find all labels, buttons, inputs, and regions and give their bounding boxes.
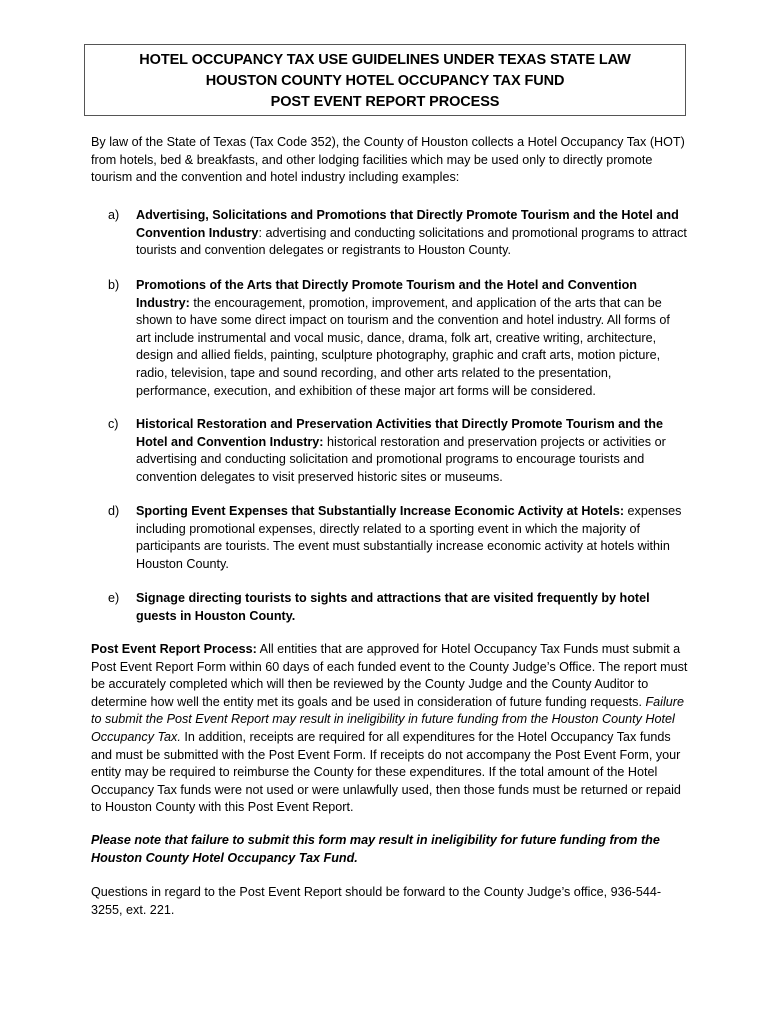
list-marker: e) [108, 591, 120, 605]
list-item-c [108, 416, 688, 486]
note-paragraph: Please note that failure to submit this form may result in ineligibility for future funding from the Houston County Hotel Occupancy Tax Fund. [91, 833, 660, 865]
post-event-text-1: All entities that are approved for Hotel Occupancy Tax Funds must submit a Post Event Report Form within 60 days of each funded event to the County Judge’s Office. The report must be accurately completed which will then be reviewed by the County Judge and the County Auditor to determine how well the entity met its goals and be used in consideration of future funding requests. [91, 642, 688, 709]
item-text: the encouragement, promotion, improvement, and application of the arts that can be shown to have some direct impact on tourism and the convention and hotel industry. All forms of art include instrumental and vocal music, dance, drama, folk art, creative writing, architecture, design and allied fields, painting, sculpture photography, graphic and craft arts, motion picture, radio, television, tape and sound recording, and other arts related to the presentation, performance, execution, and exhibition of these major art forms will be considered. [136, 295, 670, 398]
list-marker: b) [108, 278, 120, 292]
item-heading: Signage directing tourists to sights and attractions that are visited frequently by hotel guests in Houston County. [136, 591, 650, 623]
item-text: : advertising and conducting solicitations and promotional programs to attract tourists and convention delegates or registrants to Houston County. [136, 225, 687, 258]
intro-paragraph: By law of the State of Texas (Tax Code 352), the County of Houston collects a Hotel Occupancy Tax (HOT) from hotels, bed & breakfasts, and other lodging facilities which may be used only to directly promote tourism and the convention and hotel industry including examples: [91, 135, 685, 185]
list-item-b [108, 277, 688, 400]
item-text: expenses including promotional expenses, directly related to a sporting event in which the majority of participants are tourists. The event must substantially increase economic activity at hotels within Houston County. [136, 504, 682, 571]
post-event-text-2: In addition, receipts are required for all expenditures for the Hotel Occupancy Tax funds and must be submitted with the Post Event Form. If receipts do not accompany the Post Event Form, your entity may be required to reimburse the County for these expenditures. If the total amount of the Hotel Occupancy Tax funds were not used or were unlawfully used, then those funds must be returned or repaid to Houston County with this Post Event Report. [91, 729, 681, 815]
title-line-3: POST EVENT REPORT PROCESS [270, 94, 500, 110]
post-event-italic: Failure to submit the Post Event Report may result in ineligibility in future funding from the Houston County Hotel Occupancy Tax. [91, 694, 684, 744]
list-marker: a) [108, 208, 120, 222]
list-item-a [108, 207, 688, 260]
list-item-e [108, 590, 688, 625]
list-item-d [108, 503, 688, 573]
title-box [84, 44, 686, 116]
list-marker: d) [108, 504, 120, 518]
title-line-2: HOUSTON COUNTY HOTEL OCCUPANCY TAX FUND [205, 73, 565, 89]
item-heading: Historical Restoration and Preservation Activities that Directly Promote Tourism and the Hotel and Convention Industry: [136, 417, 663, 449]
item-heading: Advertising, Solicitations and Promotions that Directly Promote Tourism and the Hotel and Convention Industry [136, 208, 679, 240]
list-marker: c) [108, 417, 119, 431]
item-heading: Sporting Event Expenses that Substantially Increase Economic Activity at Hotels: [136, 504, 625, 518]
title-line-1: HOTEL OCCUPANCY TAX USE GUIDELINES UNDER TEXAS STATE LAW [139, 52, 631, 68]
item-text: historical restoration and preservation projects or activities or advertising and conducting solicitation and promotional programs to encourage tourists and convention delegates to visit preserved historic sites or museums. [136, 434, 666, 484]
post-event-label: Post Event Report Process: [91, 642, 257, 656]
item-heading: Promotions of the Arts that Directly Promote Tourism and the Hotel and Convention Industry: [136, 278, 637, 310]
questions-paragraph: Questions in regard to the Post Event Report should be forward to the County Judge’s office, 936-544-3255, ext. 221. [91, 885, 662, 917]
post-event-paragraph [91, 641, 691, 817]
